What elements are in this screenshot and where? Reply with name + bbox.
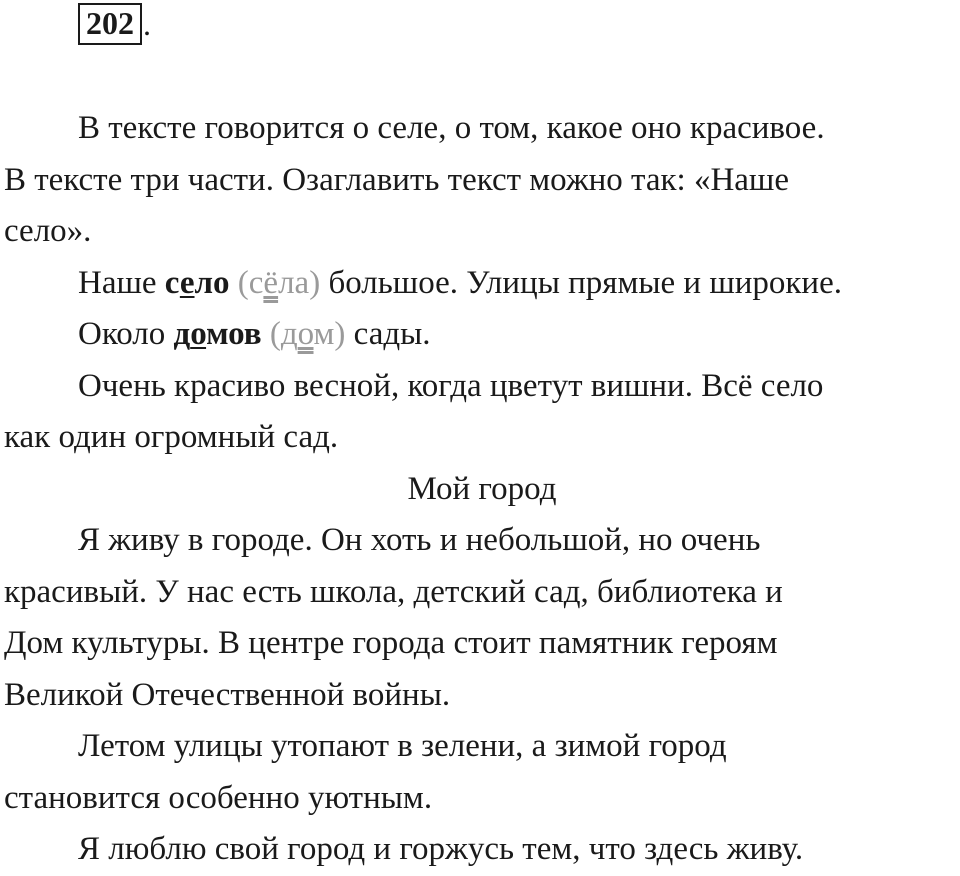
p2-key-word <box>165 265 230 301</box>
p3-check-word <box>262 316 346 352</box>
p3-word-unstressed-vowel: о <box>190 316 207 352</box>
p3-check-close: м) <box>313 316 346 352</box>
essay-paragraph-1-line-4: Великой Отечественной войны. <box>4 676 451 713</box>
p3-check-open: (д <box>261 316 298 352</box>
p2-after: большое. Улицы прямые и широкие. <box>320 264 842 301</box>
answer-paragraph-1-line-2: В тексте три части. Озаглавить текст можно так: «Наше <box>4 161 789 198</box>
answer-paragraph-1-line-1: В тексте говорится о селе, о том, какое оно красивое. <box>78 110 825 146</box>
answer-paragraph-4-line-2: как один огромный сад. <box>4 419 339 455</box>
essay-title: Мой город <box>407 470 557 507</box>
exercise-number <box>78 4 151 44</box>
essay-paragraph-2-line-1: Летом улицы утопают в зелени, а зимой город <box>78 728 727 764</box>
p2-check-word <box>230 265 321 301</box>
exercise-text <box>4 103 956 876</box>
p3-before: Около <box>78 316 174 352</box>
essay-paragraph-1-line-2: красивый. У нас есть школа, детский сад, библиотека и <box>4 573 783 610</box>
essay-paragraph-3: Я люблю свой город и горжусь тем, что здесь живу. <box>78 831 804 867</box>
p3-after: сады. <box>345 316 431 352</box>
p2-check-stressed-vowel: ё <box>263 264 279 301</box>
p3-word-end: мов <box>206 316 262 352</box>
exercise-number-dot: . <box>143 6 151 42</box>
p2-word-start: с <box>164 264 180 301</box>
answer-paragraph-4-line-1: Очень красиво весной, когда цветут вишни. Всё село <box>78 367 824 404</box>
p3-key-word <box>173 316 261 352</box>
p2-check-close: ла) <box>278 264 321 301</box>
p3-word-start: д <box>173 316 191 352</box>
answer-paragraph-3 <box>4 309 956 361</box>
p2-before: Наше <box>78 264 165 301</box>
essay-paragraph-2-line-2: становится особенно уютным. <box>4 779 433 816</box>
p2-word-unstressed-vowel: е <box>179 264 195 301</box>
essay-paragraph-1-line-3: Дом культуры. В центре города стоит памятник героям <box>4 625 778 661</box>
p2-check-open: (с <box>229 264 264 301</box>
exercise-number-box: 202 <box>78 3 142 45</box>
p3-check-stressed-vowel: о <box>297 316 314 352</box>
answer-paragraph-2 <box>4 258 956 310</box>
p2-word-end: ло <box>194 264 230 301</box>
essay-paragraph-1-line-1: Я живу в городе. Он хоть и небольшой, но очень <box>78 522 761 558</box>
answer-paragraph-1-line-3: село». <box>4 213 92 249</box>
